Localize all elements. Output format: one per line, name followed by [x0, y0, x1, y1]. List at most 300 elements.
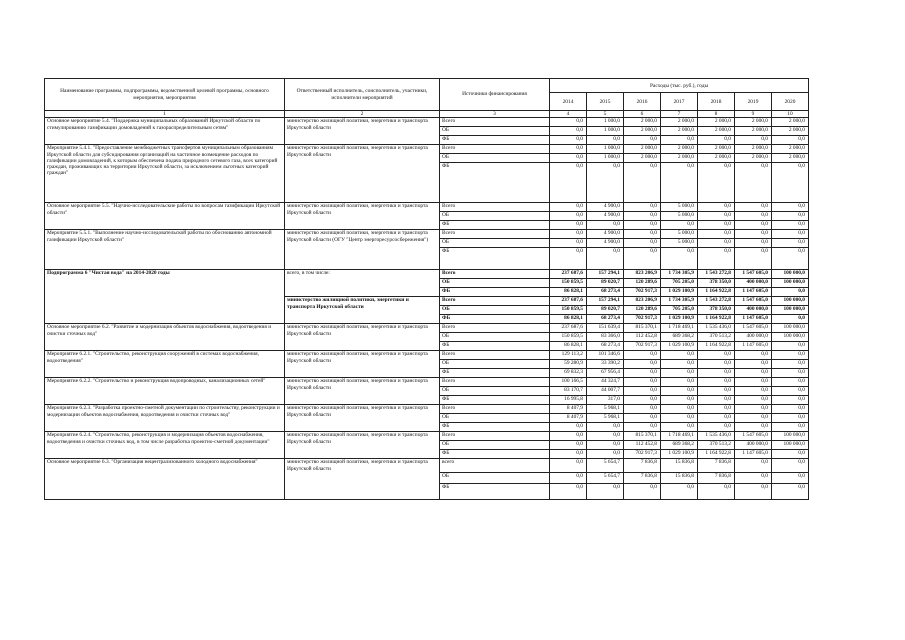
- value-cell: 237 687,6: [550, 270, 587, 279]
- value-cell: 400 000,0: [735, 306, 772, 315]
- value-cell: 1 000,0: [587, 145, 624, 154]
- value-cell: 702 917,3: [624, 288, 661, 297]
- value-cell: 0,0: [550, 136, 587, 145]
- responsible-cell: министерство жилищной политики, энергетики и транспорта Иркутской области: [285, 118, 440, 145]
- value-cell: 0,0: [550, 248, 587, 270]
- value-cell: 100 000,0: [772, 432, 809, 441]
- value-cell: 0,0: [698, 221, 735, 230]
- value-cell: 4 900,0: [587, 239, 624, 248]
- responsible-cell: министерство жилищной политики, энергетики и транспорта Иркутской области: [285, 432, 440, 459]
- value-cell: 702 917,3: [624, 315, 661, 324]
- value-cell: 823 206,9: [624, 270, 661, 279]
- source-cell: ФБ: [440, 342, 550, 351]
- value-cell: 2 000,0: [661, 154, 698, 163]
- header-name: Наименование программы, подпрограммы, ведомственной целевой программы, основного мероприятия, мероприятия: [45, 79, 285, 111]
- value-cell: 0,0: [735, 387, 772, 396]
- value-cell: 15 836,8: [661, 473, 698, 484]
- value-cell: 0,0: [698, 423, 735, 432]
- value-cell: 2 000,0: [772, 118, 809, 127]
- source-cell: ОБ: [440, 387, 550, 396]
- value-cell: 89 020,7: [587, 306, 624, 315]
- source-cell: ОБ: [440, 414, 550, 423]
- value-cell: 0,0: [587, 484, 624, 500]
- source-cell: ОБ: [440, 360, 550, 369]
- value-cell: 0,0: [772, 405, 809, 414]
- value-cell: 0,0: [661, 378, 698, 387]
- value-cell: 0,0: [772, 414, 809, 423]
- budget-table: [44, 78, 809, 500]
- value-cell: 157 294,1: [587, 270, 624, 279]
- value-cell: 1 547 605,0: [735, 324, 772, 333]
- value-cell: 0,0: [735, 473, 772, 484]
- value-cell: 0,0: [772, 484, 809, 500]
- value-cell: 0,0: [735, 230, 772, 239]
- value-cell: 0,0: [735, 351, 772, 360]
- source-cell: всего: [440, 459, 550, 473]
- value-cell: 69 832,3: [550, 369, 587, 378]
- value-cell: 1 547 605,0: [735, 270, 772, 279]
- value-cell: 0,0: [550, 154, 587, 163]
- source-cell: Всего: [440, 378, 550, 387]
- value-cell: 0,0: [587, 248, 624, 270]
- value-cell: 101 346,6: [587, 351, 624, 360]
- value-cell: 1 000,0: [587, 127, 624, 136]
- value-cell: 0,0: [772, 230, 809, 239]
- value-cell: 2 000,0: [735, 154, 772, 163]
- value-cell: 1 734 305,9: [661, 270, 698, 279]
- program-name-cell: Мероприятие 5.5.1. "Выполнение научно-исследовательской работы по обоснованию автономной газификации Иркутской области": [45, 230, 285, 270]
- value-cell: 0,0: [698, 360, 735, 369]
- program-name-cell: Основное мероприятие 5.4. "Поддержка муниципальных образований Иркутской области по стимулированию газификации домовладений к газораспределительным сетям": [45, 118, 285, 145]
- value-cell: 0,0: [698, 351, 735, 360]
- header-col-number: 3: [440, 111, 550, 118]
- value-cell: 86 828,1: [550, 342, 587, 351]
- value-cell: 2 000,0: [735, 145, 772, 154]
- value-cell: 0,0: [772, 473, 809, 484]
- value-cell: 1 147 605,0: [735, 288, 772, 297]
- value-cell: 2 000,0: [735, 118, 772, 127]
- header-col-number: 6: [624, 111, 661, 118]
- header-year: 2018: [698, 93, 735, 111]
- table-row: [45, 203, 809, 212]
- value-cell: 0,0: [772, 378, 809, 387]
- responsible-cell: министерство жилищной политики, энергетики и транспорта Иркутской области: [285, 145, 440, 203]
- source-cell: Всего: [440, 145, 550, 154]
- source-cell: ОБ: [440, 306, 550, 315]
- value-cell: 16 995,8: [550, 396, 587, 405]
- program-name-cell: Мероприятие 6.2.2. "Строительство и реконструкция водопроводных, канализационных сетей": [45, 378, 285, 405]
- table-row: [45, 351, 809, 360]
- source-cell: ОБ: [440, 441, 550, 450]
- value-cell: 0,0: [624, 378, 661, 387]
- header-year: 2017: [661, 93, 698, 111]
- value-cell: 86 828,1: [550, 288, 587, 297]
- value-cell: 83 366,0: [587, 333, 624, 342]
- responsible-cell: министерство жилищной политики, энергетики и транспорта Иркутской области: [285, 405, 440, 432]
- header-year: 2019: [735, 93, 772, 111]
- value-cell: 0,0: [698, 414, 735, 423]
- table-row: [45, 118, 809, 127]
- value-cell: 0,0: [772, 288, 809, 297]
- value-cell: 0,0: [698, 378, 735, 387]
- value-cell: 378 350,0: [698, 279, 735, 288]
- value-cell: 8 407,9: [550, 414, 587, 423]
- value-cell: 0,0: [587, 450, 624, 459]
- value-cell: 7 836,8: [698, 473, 735, 484]
- responsible-cell: министерство жилищной политики, энергетики и транспорта Иркутской области: [285, 203, 440, 230]
- value-cell: 705 205,0: [661, 306, 698, 315]
- value-cell: 2 000,0: [772, 154, 809, 163]
- value-cell: 0,0: [550, 212, 587, 221]
- value-cell: 0,0: [772, 221, 809, 230]
- header-col-number: 5: [587, 111, 624, 118]
- program-name-cell: Основное мероприятие 6.2. "Развитие и модернизация объектов водоснабжения, водоотведения и очистки сточных вод": [45, 324, 285, 351]
- source-cell: Всего: [440, 297, 550, 306]
- value-cell: 0,0: [735, 248, 772, 270]
- value-cell: 0,0: [624, 351, 661, 360]
- value-cell: 0,0: [624, 221, 661, 230]
- value-cell: 702 917,3: [624, 450, 661, 459]
- budget-table-sheet: [44, 78, 809, 500]
- header-expenses: Расходы (тыс. руб.), годы: [550, 79, 809, 93]
- source-cell: ОБ: [440, 239, 550, 248]
- value-cell: 2 000,0: [624, 127, 661, 136]
- value-cell: 0,0: [772, 387, 809, 396]
- value-cell: 150 859,5: [550, 306, 587, 315]
- value-cell: 0,0: [624, 203, 661, 212]
- value-cell: 1 029 100,9: [661, 342, 698, 351]
- value-cell: 157 294,1: [587, 297, 624, 306]
- header-col-number: 8: [698, 111, 735, 118]
- value-cell: 0,0: [587, 441, 624, 450]
- value-cell: 400 000,0: [735, 333, 772, 342]
- value-cell: 151 639,4: [587, 324, 624, 333]
- value-cell: 1 000,0: [587, 154, 624, 163]
- value-cell: 378 350,0: [698, 306, 735, 315]
- value-cell: 0,0: [772, 248, 809, 270]
- value-cell: 689 368,2: [661, 333, 698, 342]
- value-cell: 1 718 469,1: [661, 324, 698, 333]
- value-cell: 1 147 605,0: [735, 315, 772, 324]
- responsible-cell: министерство жилищной политики, энергетики и транспорта Иркутской области: [285, 351, 440, 378]
- value-cell: 1 718 469,1: [661, 432, 698, 441]
- value-cell: 0,0: [735, 414, 772, 423]
- value-cell: 0,0: [587, 136, 624, 145]
- value-cell: 370 513,2: [698, 333, 735, 342]
- source-cell: ФБ: [440, 163, 550, 203]
- value-cell: 4 900,0: [587, 203, 624, 212]
- value-cell: 0,0: [624, 163, 661, 203]
- value-cell: 0,0: [735, 212, 772, 221]
- header-col-number: 9: [735, 111, 772, 118]
- value-cell: 0,0: [550, 484, 587, 500]
- program-name-cell: Подпрограмма 6 "Чистая вода" на 2014-2020 годы: [45, 270, 285, 324]
- source-cell: ОБ: [440, 127, 550, 136]
- value-cell: 7 836,8: [624, 473, 661, 484]
- value-cell: 0,0: [698, 484, 735, 500]
- table-row: [45, 270, 809, 279]
- value-cell: 100 000,0: [772, 324, 809, 333]
- source-cell: ОБ: [440, 473, 550, 484]
- value-cell: 59 280,9: [550, 360, 587, 369]
- header-year: 2015: [587, 93, 624, 111]
- program-name-cell: Основное мероприятие 6.3. "Организация нецентрализованного холодного водоснабжения": [45, 459, 285, 500]
- value-cell: 0,0: [550, 127, 587, 136]
- value-cell: 0,0: [772, 351, 809, 360]
- source-cell: ФБ: [440, 484, 550, 500]
- value-cell: 0,0: [772, 342, 809, 351]
- value-cell: 0,0: [550, 230, 587, 239]
- value-cell: 0,0: [550, 221, 587, 230]
- value-cell: 0,0: [624, 136, 661, 145]
- value-cell: 1 147 605,0: [735, 342, 772, 351]
- value-cell: 100 166,5: [550, 378, 587, 387]
- value-cell: 0,0: [661, 484, 698, 500]
- value-cell: 2 000,0: [772, 145, 809, 154]
- source-cell: Всего: [440, 351, 550, 360]
- value-cell: 5 000,0: [661, 230, 698, 239]
- value-cell: 0,0: [735, 360, 772, 369]
- value-cell: 2 000,0: [735, 127, 772, 136]
- value-cell: 400 000,0: [735, 279, 772, 288]
- value-cell: 2 000,0: [698, 154, 735, 163]
- value-cell: 0,0: [772, 239, 809, 248]
- value-cell: 0,0: [624, 248, 661, 270]
- source-cell: ФБ: [440, 315, 550, 324]
- program-name-cell: Мероприятие 6.2.1. "Строительство, реконструкция сооружений в системах водоснабжения, водоотведения": [45, 351, 285, 378]
- value-cell: 100 000,0: [772, 279, 809, 288]
- responsible-cell: министерство жилищной политики, энергетики и транспорта Иркутской области: [285, 324, 440, 351]
- value-cell: 0,0: [698, 387, 735, 396]
- source-cell: ФБ: [440, 450, 550, 459]
- header-year: 2020: [772, 93, 809, 111]
- value-cell: 68 273,4: [587, 315, 624, 324]
- value-cell: 0,0: [735, 203, 772, 212]
- source-cell: ОБ: [440, 154, 550, 163]
- table-row: [45, 324, 809, 333]
- value-cell: 0,0: [698, 230, 735, 239]
- value-cell: 823 206,9: [624, 297, 661, 306]
- value-cell: 705 205,0: [661, 279, 698, 288]
- value-cell: 815 370,1: [624, 432, 661, 441]
- value-cell: 5 000,0: [661, 212, 698, 221]
- value-cell: 0,0: [698, 212, 735, 221]
- value-cell: 2 000,0: [661, 118, 698, 127]
- value-cell: 1 147 605,0: [735, 450, 772, 459]
- value-cell: 1 029 100,9: [661, 315, 698, 324]
- responsible-cell: министерство жилищной политики, энергетики и транспорта Иркутской области: [285, 297, 440, 324]
- value-cell: 0,0: [661, 405, 698, 414]
- value-cell: 1 029 100,9: [661, 288, 698, 297]
- value-cell: 0,0: [735, 423, 772, 432]
- value-cell: 44 324,7: [587, 378, 624, 387]
- value-cell: 0,0: [550, 450, 587, 459]
- source-cell: Всего: [440, 118, 550, 127]
- value-cell: 0,0: [587, 163, 624, 203]
- value-cell: 0,0: [772, 450, 809, 459]
- value-cell: 2 000,0: [661, 145, 698, 154]
- value-cell: 0,0: [698, 396, 735, 405]
- table-row: [45, 230, 809, 239]
- value-cell: 1 547 605,0: [735, 432, 772, 441]
- value-cell: 0,0: [550, 432, 587, 441]
- value-cell: 0,0: [661, 387, 698, 396]
- value-cell: 68 273,4: [587, 288, 624, 297]
- value-cell: 5 654,7: [587, 459, 624, 473]
- value-cell: 1 543 272,8: [698, 297, 735, 306]
- program-name-cell: Мероприятие 6.2.4. "Строительство, реконструкция и модернизация объектов водоснабжения, водоотведения и очистки сточных вод, в том числе разработка проектно-сметной документации": [45, 432, 285, 459]
- header-source: Источники финансирования: [440, 79, 550, 111]
- value-cell: 0,0: [735, 405, 772, 414]
- header-col-number: 2: [285, 111, 440, 118]
- value-cell: 0,0: [624, 405, 661, 414]
- source-cell: ОБ: [440, 333, 550, 342]
- source-cell: ФБ: [440, 396, 550, 405]
- value-cell: 237 687,6: [550, 324, 587, 333]
- table-row: [45, 145, 809, 154]
- value-cell: 0,0: [735, 459, 772, 473]
- source-cell: Всего: [440, 203, 550, 212]
- value-cell: 7 836,8: [624, 459, 661, 473]
- value-cell: 2 000,0: [624, 118, 661, 127]
- value-cell: 0,0: [624, 396, 661, 405]
- value-cell: 5 000,0: [661, 203, 698, 212]
- value-cell: 150 859,5: [550, 333, 587, 342]
- program-name-cell: Мероприятие 5.4.1. "Предоставление межбюджетных трансфертов муниципальным образованиям Иркутской области для субсидирования организаций на частичное возмещение расходов по газификации домовладений, к которым обеспечена подача природного сетевого газа, всех категорий граждан, проживающих на территории Иркутской области, за исключением льготных категорий граждан": [45, 145, 285, 203]
- value-cell: 0,0: [772, 203, 809, 212]
- value-cell: 0,0: [772, 360, 809, 369]
- value-cell: 120 289,6: [624, 306, 661, 315]
- source-cell: ФБ: [440, 136, 550, 145]
- value-cell: 1 543 272,8: [698, 270, 735, 279]
- value-cell: 815 370,1: [624, 324, 661, 333]
- value-cell: 317,0: [587, 396, 624, 405]
- value-cell: 0,0: [698, 163, 735, 203]
- value-cell: 0,0: [624, 212, 661, 221]
- program-name-cell: Основное мероприятие 5.5. "Научно-исследовательские работы по вопросам газификации Иркутской области": [45, 203, 285, 230]
- value-cell: 86 828,1: [550, 315, 587, 324]
- value-cell: 0,0: [772, 459, 809, 473]
- value-cell: 0,0: [735, 369, 772, 378]
- value-cell: 0,0: [550, 459, 587, 473]
- source-cell: Всего: [440, 230, 550, 239]
- source-cell: ФБ: [440, 288, 550, 297]
- value-cell: 400 000,0: [735, 441, 772, 450]
- value-cell: 0,0: [624, 360, 661, 369]
- value-cell: 0,0: [661, 360, 698, 369]
- source-cell: Всего: [440, 270, 550, 279]
- value-cell: 0,0: [661, 423, 698, 432]
- header-col-number: 1: [45, 111, 285, 118]
- value-cell: 0,0: [624, 414, 661, 423]
- value-cell: 0,0: [624, 387, 661, 396]
- value-cell: 1 535 436,0: [698, 432, 735, 441]
- value-cell: 2 000,0: [624, 145, 661, 154]
- value-cell: 0,0: [661, 369, 698, 378]
- value-cell: 0,0: [661, 414, 698, 423]
- header-year: 2014: [550, 93, 587, 111]
- value-cell: 0,0: [772, 212, 809, 221]
- value-cell: 0,0: [735, 163, 772, 203]
- value-cell: 0,0: [661, 248, 698, 270]
- responsible-cell: министерство жилищной политики, энергетики и транспорта Иркутской области: [285, 459, 440, 500]
- responsible-cell: министерство жилищной политики, энергетики и транспорта Иркутской области (ОГУ "Центр энергоресурсосбережения"): [285, 230, 440, 270]
- value-cell: 0,0: [661, 136, 698, 145]
- value-cell: 112 452,8: [624, 333, 661, 342]
- table-row: [45, 459, 809, 473]
- value-cell: 0,0: [772, 396, 809, 405]
- source-cell: Всего: [440, 324, 550, 333]
- value-cell: 100 000,0: [772, 306, 809, 315]
- value-cell: 0,0: [735, 239, 772, 248]
- value-cell: 1 734 305,9: [661, 297, 698, 306]
- source-cell: ФБ: [440, 221, 550, 230]
- table-row: [45, 432, 809, 441]
- value-cell: 0,0: [772, 369, 809, 378]
- value-cell: 0,0: [698, 248, 735, 270]
- value-cell: 0,0: [550, 145, 587, 154]
- value-cell: 0,0: [624, 230, 661, 239]
- value-cell: 2 000,0: [661, 127, 698, 136]
- table-row: [45, 405, 809, 414]
- value-cell: 5 968,1: [587, 405, 624, 414]
- value-cell: 150 859,5: [550, 279, 587, 288]
- value-cell: 120 289,6: [624, 279, 661, 288]
- value-cell: 4 900,0: [587, 212, 624, 221]
- source-cell: ОБ: [440, 212, 550, 221]
- value-cell: 0,0: [698, 239, 735, 248]
- value-cell: 0,0: [624, 369, 661, 378]
- value-cell: 5 000,0: [661, 239, 698, 248]
- source-cell: ФБ: [440, 369, 550, 378]
- value-cell: 0,0: [550, 118, 587, 127]
- value-cell: 68 273,4: [587, 342, 624, 351]
- value-cell: 0,0: [661, 163, 698, 203]
- source-cell: Всего: [440, 432, 550, 441]
- value-cell: 1 164 922,8: [698, 315, 735, 324]
- value-cell: 8 407,9: [550, 405, 587, 414]
- value-cell: 0,0: [587, 423, 624, 432]
- value-cell: 0,0: [624, 239, 661, 248]
- value-cell: 0,0: [661, 351, 698, 360]
- value-cell: 0,0: [735, 378, 772, 387]
- header-col-number: 7: [661, 111, 698, 118]
- value-cell: 0,0: [550, 473, 587, 484]
- value-cell: 100 000,0: [772, 270, 809, 279]
- value-cell: 1 029 100,9: [661, 450, 698, 459]
- value-cell: 2 000,0: [772, 127, 809, 136]
- value-cell: 0,0: [772, 423, 809, 432]
- value-cell: 702 917,3: [624, 342, 661, 351]
- value-cell: 5 968,1: [587, 414, 624, 423]
- responsible-cell: всего, в том числе:: [285, 270, 440, 297]
- value-cell: 2 000,0: [698, 145, 735, 154]
- header-responsible: Ответственный исполнитель, соисполнитель, участники, исполнители мероприятий: [285, 79, 440, 111]
- value-cell: 0,0: [698, 136, 735, 145]
- value-cell: 0,0: [698, 203, 735, 212]
- value-cell: 237 687,6: [550, 297, 587, 306]
- source-cell: Всего: [440, 405, 550, 414]
- value-cell: 0,0: [735, 221, 772, 230]
- value-cell: 67 956,4: [587, 369, 624, 378]
- value-cell: 370 513,2: [698, 441, 735, 450]
- value-cell: 1 164 922,8: [698, 288, 735, 297]
- program-name-cell: Мероприятие 6.2.3. "Разработка проектно-сметной документации по строительству, реконструкции и модернизации объектов водоснабжения, водоотведения и очистки сточных вод": [45, 405, 285, 432]
- value-cell: 2 000,0: [698, 118, 735, 127]
- value-cell: 0,0: [735, 484, 772, 500]
- table-row: [45, 378, 809, 387]
- value-cell: 689 368,2: [661, 441, 698, 450]
